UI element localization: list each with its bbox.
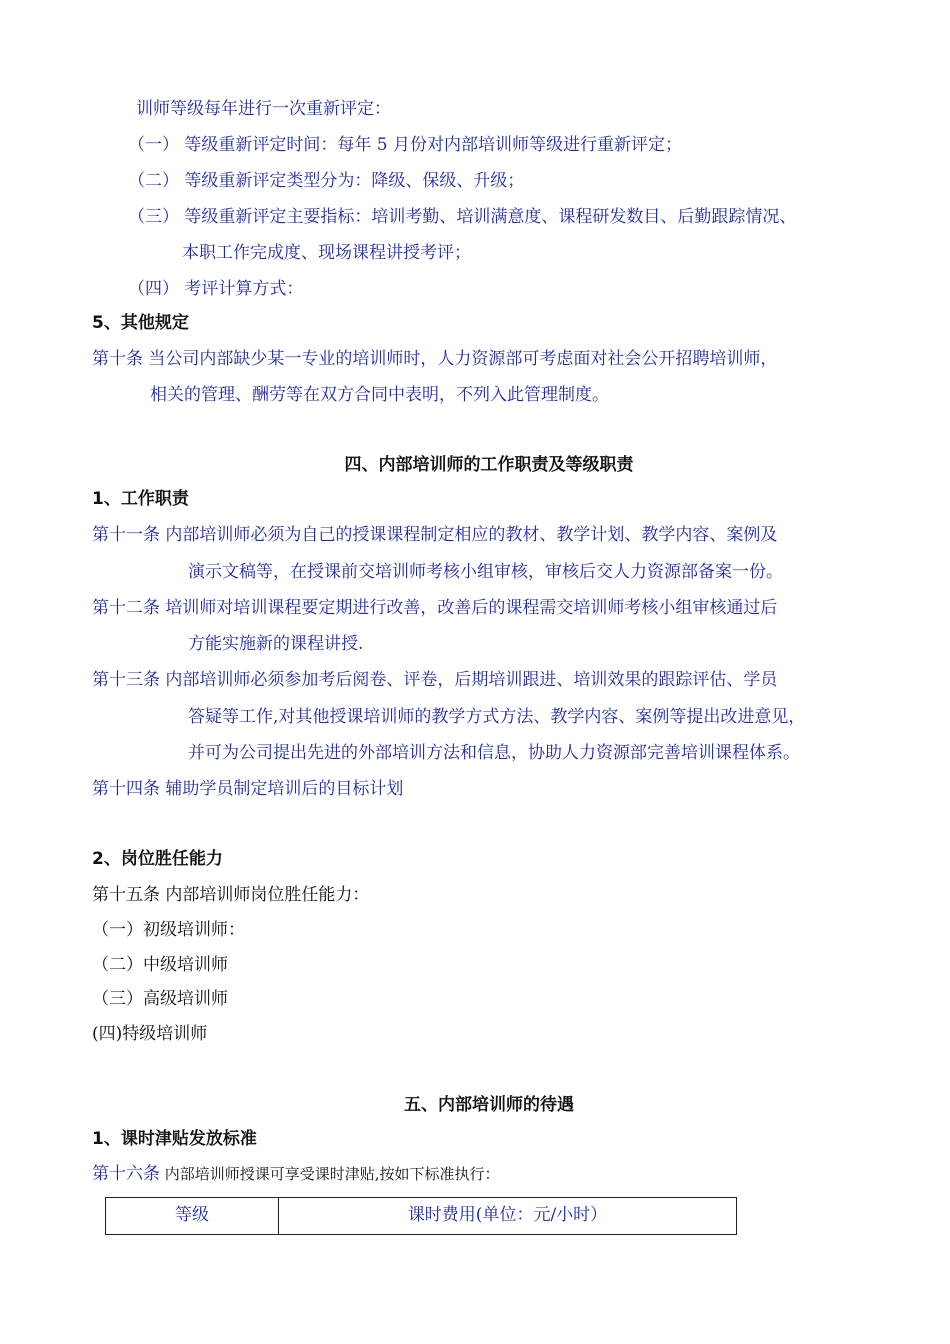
table-header-row: [106, 1198, 737, 1235]
section-4-title: 四、内部培训师的工作职责及等级职责: [344, 455, 634, 475]
article-10-cont: 相关的管理、酬劳等在双方合同中表明，不列入此管理制度。: [150, 385, 609, 405]
article-12-cont: 方能实施新的课程讲授.: [188, 634, 364, 654]
level-junior: （一）初级培训师：: [92, 920, 245, 940]
reassessment-item-1: （一） 等级重新评定时间：每年 5 月份对内部培训师等级进行重新评定；: [128, 135, 683, 155]
table-header-level: 等级: [106, 1198, 279, 1235]
reassessment-item-3: （三） 等级重新评定主要指标：培训考勤、培训满意度、课程研发数目、后勤跟踪情况、: [128, 207, 797, 227]
article-13-cont-1: 答疑等工作,对其他授课培训师的教学方式方法、教学内容、案例等提出改进意见，: [188, 707, 806, 727]
level-intermediate: （二）中级培训师: [92, 955, 228, 975]
article-12: 第十二条 培训师对培训课程要定期进行改善，改善后的课程需交培训师考核小组审核通过后: [92, 598, 778, 618]
allowance-heading: 1、课时津贴发放标准: [92, 1129, 257, 1149]
article-16: [92, 1163, 500, 1185]
article-15: 第十五条 内部培训师岗位胜任能力：: [92, 885, 370, 905]
duties-heading: 1、工作职责: [92, 489, 189, 509]
competency-heading: 2、岗位胜任能力: [92, 849, 223, 869]
article-13-cont-2: 并可为公司提出先进的外部培训方法和信息，协助人力资源部完善培训课程体系。: [188, 743, 800, 763]
article-13: 第十三条 内部培训师必须参加考后阅卷、评卷，后期培训跟进、培训效果的跟踪评估、学员: [92, 670, 778, 690]
reassessment-item-2: （二） 等级重新评定类型分为：降级、保级、升级；: [128, 171, 525, 191]
section-5-title: 五、内部培训师的待遇: [404, 1095, 574, 1115]
level-special: (四)特级培训师: [92, 1024, 208, 1044]
article-14: 第十四条 辅助学员制定培训后的目标计划: [92, 779, 404, 799]
article-11: 第十一条 内部培训师必须为自己的授课课程制定相应的教材、教学计划、教学内容、案例及: [92, 525, 778, 545]
article-16-text: 内部培训师授课可享受课时津贴,按如下标准执行：: [160, 1165, 500, 1183]
article-16-label: 第十六条: [92, 1164, 160, 1184]
table-header-fee: 课时费用(单位：元/小时）: [279, 1198, 737, 1235]
reassessment-item-3-cont: 本职工作完成度、现场课程讲授考评；: [182, 243, 471, 263]
article-10: 第十条 当公司内部缺少某一专业的培训师时，人力资源部可考虑面对社会公开招聘培训师，: [92, 349, 778, 369]
other-rules-heading: 5、其他规定: [92, 313, 189, 333]
allowance-table: [105, 1197, 737, 1235]
reassessment-item-4: （四） 考评计算方式：: [128, 279, 304, 299]
reassessment-intro: 训师等级每年进行一次重新评定：: [136, 99, 391, 119]
level-senior: （三）高级培训师: [92, 989, 228, 1009]
article-11-cont: 演示文稿等，在授课前交培训师考核小组审核，审核后交人力资源部备案一份。: [188, 562, 783, 582]
